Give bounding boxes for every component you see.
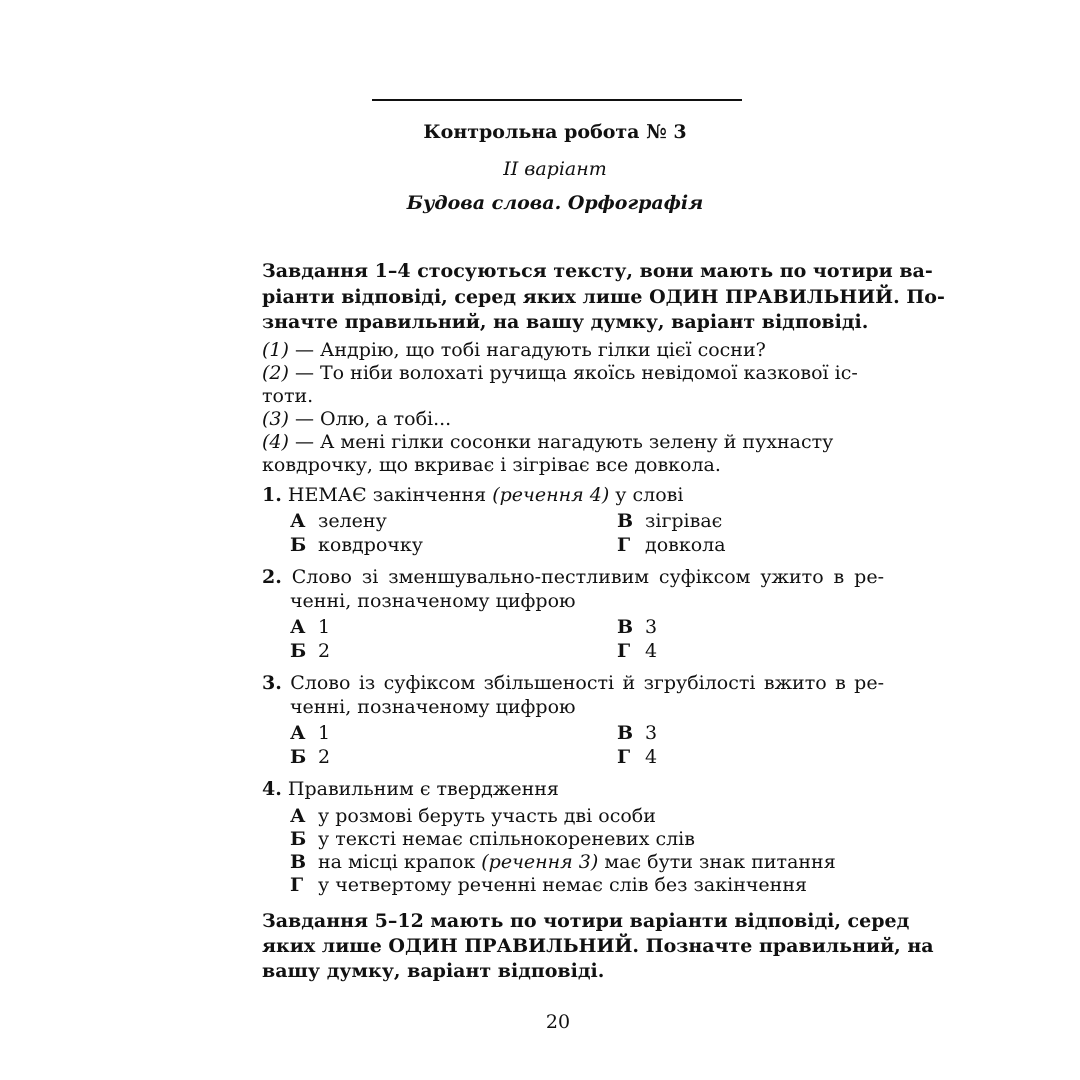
header-rule xyxy=(372,99,742,101)
question-4-number: 4. xyxy=(262,778,282,800)
question-3-number: 3. xyxy=(262,672,282,694)
question-3 xyxy=(262,672,884,694)
q1-option-b-letter: Б xyxy=(290,534,307,556)
sentence-2-continued: тоти. xyxy=(262,385,314,407)
q2-option-a[interactable] xyxy=(290,616,330,638)
q3-option-v-text: 3 xyxy=(645,722,658,744)
q1-option-g[interactable] xyxy=(617,534,726,556)
q4-option-g-text: у четвертому реченні немає слів без закінчення xyxy=(318,874,807,896)
q2-option-g-letter: Г xyxy=(617,640,631,662)
q3-option-b[interactable] xyxy=(290,746,330,768)
page-number: 20 xyxy=(545,1011,571,1033)
instruction-1-line-2: ріанти відповіді, серед яких лише ОДИН ПРАВИЛЬНИЙ. По- xyxy=(262,286,945,308)
instruction-2-line-1: Завдання 5–12 мають по чотири варіанти відповіді, серед xyxy=(262,910,910,932)
q1-option-b-text: ковдрочку xyxy=(318,534,423,556)
q4-option-b-letter: Б xyxy=(290,828,307,850)
question-1-number: 1. xyxy=(262,484,282,506)
question-2-text: Слово зі зменшувально-пестливим суфіксом ужито в ре- xyxy=(281,566,884,588)
q4-option-b[interactable] xyxy=(290,828,695,850)
q2-option-g-text: 4 xyxy=(645,640,658,662)
instruction-2-line-3: вашу думку, варіант відповіді. xyxy=(262,960,605,982)
q4-option-a[interactable] xyxy=(290,805,656,827)
page-title: Контрольна робота № 3 xyxy=(423,121,687,143)
q3-option-v[interactable] xyxy=(617,722,657,744)
q2-option-b[interactable] xyxy=(290,640,330,662)
sentence-3 xyxy=(262,408,451,430)
sentence-3-text: — Олю, а тобі... xyxy=(288,408,452,430)
sentence-4-marker: (4) xyxy=(262,431,289,453)
variant-label: II варіант xyxy=(503,158,607,180)
q4-option-v-letter: В xyxy=(290,851,307,873)
q1-option-a-letter: А xyxy=(290,510,306,532)
q3-option-a-letter: А xyxy=(290,722,306,744)
q3-option-a[interactable] xyxy=(290,722,330,744)
q2-option-a-letter: А xyxy=(290,616,306,638)
q4-option-v-text-italic: (речення 3) xyxy=(481,851,599,873)
question-2 xyxy=(262,566,884,588)
question-4-text: Правильним є твердження xyxy=(281,778,559,800)
q4-option-a-text: у розмові беруть участь дві особи xyxy=(318,805,656,827)
topic-heading: Будова слова. Орфографія xyxy=(406,192,704,214)
q4-option-v-text-c: має бути знак питання xyxy=(598,851,836,873)
sentence-2-marker: (2) xyxy=(262,362,289,384)
sentence-4-text: — А мені гілки сосонки нагадують зелену й пухнасту xyxy=(288,431,834,453)
question-2-continued: ченні, позначеному цифрою xyxy=(290,590,576,612)
sentence-1-marker: (1) xyxy=(262,339,289,361)
q3-option-g[interactable] xyxy=(617,746,657,768)
q1-option-b[interactable] xyxy=(290,534,423,556)
q1-option-v-text: зігріває xyxy=(645,510,723,532)
q1-option-g-letter: Г xyxy=(617,534,631,556)
instruction-1-line-3: значте правильний, на вашу думку, варіант відповіді. xyxy=(262,311,869,333)
q2-option-b-text: 2 xyxy=(318,640,331,662)
q4-option-g[interactable] xyxy=(290,874,807,896)
question-3-continued: ченні, позначеному цифрою xyxy=(290,696,576,718)
q2-option-v-letter: В xyxy=(617,616,634,638)
q1-option-v-letter: В xyxy=(617,510,634,532)
q1-option-a-text: зелену xyxy=(318,510,387,532)
sentence-1-text: — Андрію, що тобі нагадують гілки цієї сосни? xyxy=(288,339,766,361)
question-1-text-a: НЕМАЄ закінчення xyxy=(281,484,493,506)
q2-option-v-text: 3 xyxy=(645,616,658,638)
q3-option-a-text: 1 xyxy=(318,722,331,744)
q3-option-g-letter: Г xyxy=(617,746,631,768)
instruction-2-line-2: яких лише ОДИН ПРАВИЛЬНИЙ. Позначте правильний, на xyxy=(262,935,934,957)
question-3-text: Слово із суфіксом збільшеності й згрубілості вжито в ре- xyxy=(281,672,884,694)
q1-option-v[interactable] xyxy=(617,510,722,532)
question-4 xyxy=(262,778,559,800)
q4-option-v-text-a: на місці крапок xyxy=(318,851,482,873)
q3-option-g-text: 4 xyxy=(645,746,658,768)
question-2-number: 2. xyxy=(262,566,282,588)
q3-option-b-text: 2 xyxy=(318,746,331,768)
sentence-4 xyxy=(262,431,833,453)
q2-option-a-text: 1 xyxy=(318,616,331,638)
q3-option-v-letter: В xyxy=(617,722,634,744)
sentence-1 xyxy=(262,339,766,361)
q3-option-b-letter: Б xyxy=(290,746,307,768)
question-1-text-c: у слові xyxy=(609,484,684,506)
q4-option-b-text: у тексті немає спільнокореневих слів xyxy=(318,828,695,850)
q1-option-g-text: довкола xyxy=(645,534,726,556)
q2-option-v[interactable] xyxy=(617,616,657,638)
sentence-2 xyxy=(262,362,858,384)
q4-option-a-letter: А xyxy=(290,805,306,827)
q2-option-g[interactable] xyxy=(617,640,657,662)
sentence-3-marker: (3) xyxy=(262,408,289,430)
question-1 xyxy=(262,484,683,506)
q4-option-v[interactable] xyxy=(290,851,836,873)
instruction-1-line-1: Завдання 1–4 стосуються тексту, вони мають по чотири ва- xyxy=(262,260,933,282)
question-1-text-italic: (речення 4) xyxy=(492,484,610,506)
q4-option-g-letter: Г xyxy=(290,874,304,896)
sentence-4-continued: ковдрочку, що вкриває і зігріває все довкола. xyxy=(262,454,721,476)
q1-option-a[interactable] xyxy=(290,510,387,532)
q2-option-b-letter: Б xyxy=(290,640,307,662)
sentence-2-text: — То ніби волохаті ручища якоїсь невідомої казкової іс- xyxy=(288,362,858,384)
